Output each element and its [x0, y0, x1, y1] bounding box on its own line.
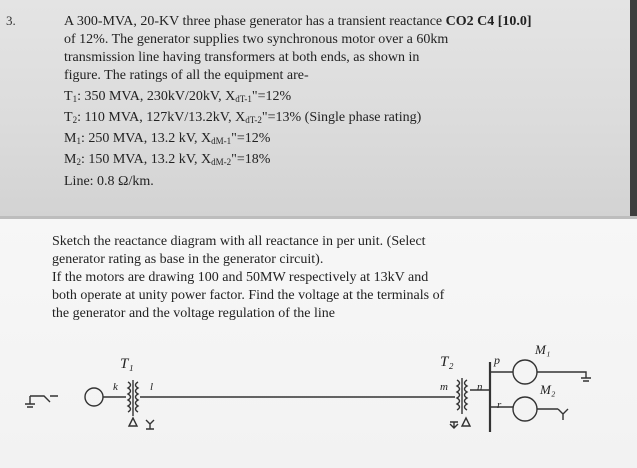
- rating-t2: [64, 109, 421, 129]
- bus-k-label: k: [113, 381, 118, 393]
- t2-label: T₂: [440, 354, 454, 370]
- rating-m1: [64, 130, 270, 150]
- rating-t2-value: "=13% (Single phase rating): [261, 110, 422, 125]
- question-text-1: A 300-MVA, 20-KV three phase generator has a transient reactance: [64, 14, 443, 29]
- bus-l-label: l: [150, 381, 154, 393]
- rating-t1: [64, 88, 291, 108]
- rating-m2-text: : 150 MVA, 13.2 kV, X: [80, 152, 212, 167]
- rating-t2-xsub: dT-2: [245, 115, 262, 125]
- question-line-4: figure. The ratings of all the equipment are-: [64, 68, 309, 83]
- t2-primary-winding: [457, 380, 460, 410]
- m2-circle: [513, 397, 537, 421]
- rating-m1-text: : 250 MVA, 13.2 kV, X: [80, 131, 212, 146]
- task-line-2: generator rating as base in the generator circuit).: [52, 252, 324, 267]
- generator-ground-symbol: [25, 396, 58, 407]
- task-line-5: the generator and the voltage regulation of the line: [52, 306, 336, 321]
- rating-m2: [64, 151, 270, 171]
- rating-t1-xsub: dT-1: [235, 94, 252, 104]
- rating-m1-xsub: dM-1: [211, 136, 232, 146]
- bus-r-label: r: [497, 399, 502, 411]
- rating-t2-text: : 110 MVA, 127kV/13.2kV, X: [77, 110, 246, 125]
- m1-ground-symbol: [537, 372, 591, 381]
- bus-m-label: m: [440, 381, 448, 393]
- rating-t2-sub: 2: [72, 115, 78, 125]
- task-line-3: If the motors are drawing 100 and 50MW respectively at 13kV and: [52, 270, 429, 285]
- question-line-3: transmission line having transformers at both ends, as shown in: [64, 50, 420, 65]
- t1-delta-symbol: [129, 418, 137, 426]
- single-line-diagram: [0, 332, 637, 468]
- rating-t2-label: T: [64, 110, 73, 125]
- task-line-1: Sketch the reactance diagram with all reactance in per unit. (Select: [52, 234, 426, 249]
- rating-m2-value: "=18%: [231, 152, 271, 167]
- t1-secondary-winding: [136, 382, 139, 412]
- m1-circle: [513, 360, 537, 384]
- t2-secondary-winding: [465, 380, 468, 410]
- t1-label: T₁: [120, 356, 134, 372]
- question-line-2: of 12%. The generator supplies two synchronous motor over a 60km: [64, 32, 449, 47]
- diagram-svg: [0, 332, 637, 468]
- rating-m2-sub: 2: [76, 157, 81, 167]
- m1-label: M₁: [535, 342, 551, 357]
- rating-t1-label: T: [64, 89, 73, 104]
- question-line-1: [64, 13, 532, 30]
- m2-label: M₂: [540, 382, 556, 397]
- generator-circle: [85, 388, 103, 406]
- question-number: 3.: [6, 13, 16, 28]
- t1-primary-winding: [128, 382, 131, 412]
- rating-t1-sub: 1: [72, 94, 78, 104]
- task-line-4: both operate at unity power factor. Find the voltage at the terminals of: [52, 288, 445, 303]
- rating-t1-value: "=12%: [251, 89, 292, 104]
- rating-m1-label: M: [64, 131, 77, 146]
- rating-m1-value: "=12%: [231, 131, 271, 146]
- t1-wye-symbol: [146, 420, 154, 429]
- t2-wye-symbol: [450, 422, 458, 428]
- rating-m2-xsub: dM-2: [211, 157, 232, 167]
- bus-n-label: n: [477, 381, 483, 393]
- rating-m1-sub: 1: [76, 136, 81, 146]
- bus-p-label: p: [494, 353, 500, 367]
- rating-m2-label: M: [64, 152, 77, 167]
- rating-line: Line: 0.8 Ω/km.: [64, 174, 154, 189]
- rating-t1-text: : 350 MVA, 230kV/20kV, X: [77, 89, 236, 104]
- t2-delta-symbol: [462, 418, 470, 426]
- m2-wye-symbol: [537, 409, 568, 420]
- marks-badge: CO2 C4 [10.0]: [445, 14, 532, 29]
